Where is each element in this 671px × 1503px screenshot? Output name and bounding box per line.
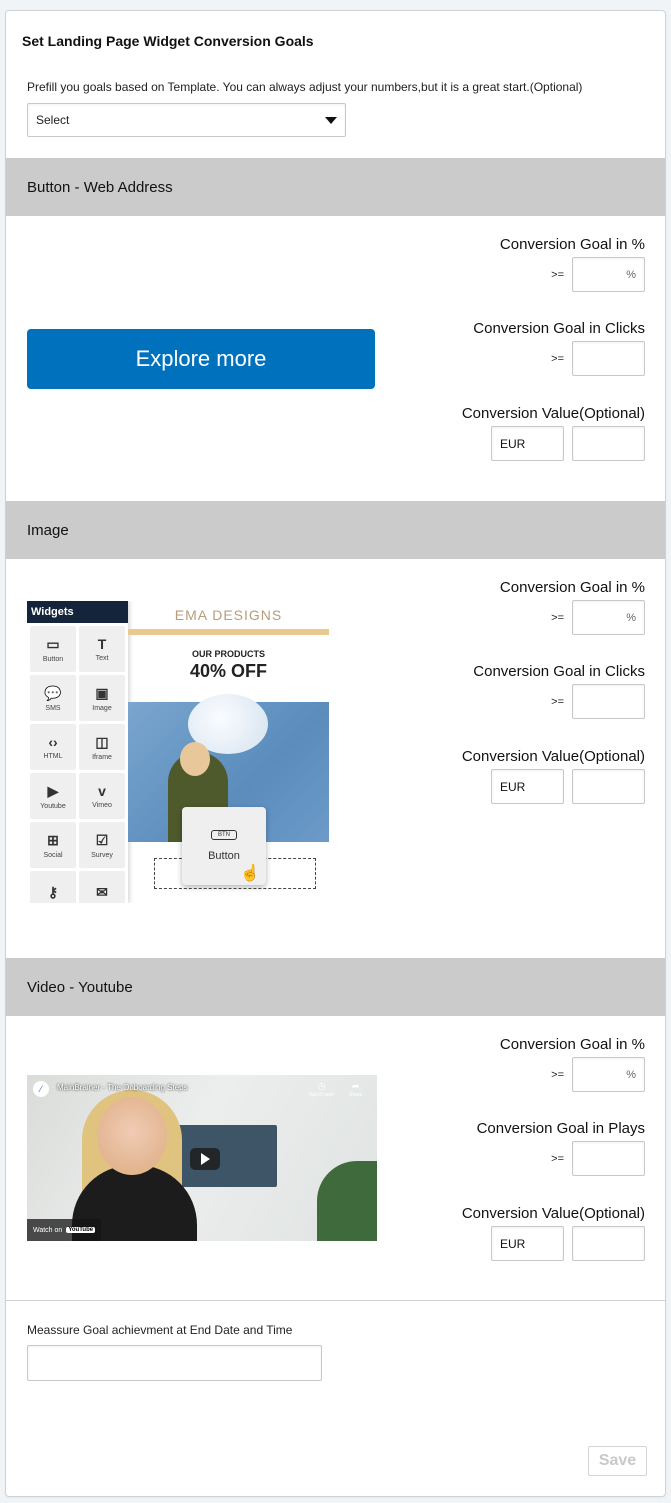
survey-icon: ☑ — [95, 831, 109, 848]
plant — [317, 1161, 377, 1241]
operator-label: >= — [551, 611, 564, 624]
section-header-video: Video - Youtube — [6, 958, 665, 1016]
image-goals — [415, 579, 645, 809]
value-row — [491, 769, 645, 804]
youtube-icon: ▶ — [47, 782, 59, 799]
iframe-icon: ◫ — [95, 733, 109, 750]
page-title: Set Landing Page Widget Conversion Goals — [22, 33, 314, 49]
mail-icon: ✉ — [96, 884, 108, 900]
percent-goal-row — [551, 600, 645, 635]
sms-icon: 💬 — [44, 684, 62, 701]
value-input[interactable] — [572, 769, 645, 804]
video-title: MainBrainer - The Onboarding Steps — [57, 1083, 188, 1092]
brand-bar — [128, 629, 329, 635]
divider — [6, 1300, 665, 1301]
section-header-button: Button - Web Address — [6, 158, 665, 216]
play-button[interactable] — [190, 1148, 220, 1170]
prefill-label: Prefill you goals based on Template. You can always adjust your numbers,but it is a great start.(Optional) — [27, 80, 583, 94]
value-label: Conversion Value(Optional) — [461, 748, 645, 765]
value-row — [491, 426, 645, 461]
value-label: Conversion Value(Optional) — [461, 1205, 645, 1222]
clicks-goal-label: Conversion Goal in Clicks — [473, 663, 645, 680]
percent-goal-row — [551, 1057, 645, 1092]
widget-image: ▣ Image — [79, 675, 125, 721]
value-row — [491, 1226, 645, 1261]
preview-headline: 40% OFF — [189, 661, 268, 681]
widget-youtube: ▶ Youtube — [30, 773, 76, 819]
hand-cursor-icon: ☝ — [240, 865, 260, 882]
operator-label: >= — [551, 268, 564, 281]
percent-suffix: % — [626, 1068, 636, 1081]
html-icon: ‹› — [48, 734, 58, 750]
watch-later-button[interactable]: ◷ Watch later — [309, 1081, 335, 1098]
percent-goal-input[interactable] — [572, 1057, 645, 1092]
percent-goal-label: Conversion Goal in % — [499, 236, 645, 253]
template-select[interactable] — [27, 103, 346, 137]
percent-goal-label: Conversion Goal in % — [499, 1036, 645, 1053]
percent-suffix: % — [626, 611, 636, 624]
widget-vimeo: v Vimeo — [79, 773, 125, 819]
share-button[interactable]: ➦ Share — [349, 1081, 363, 1098]
clicks-goal-input[interactable] — [572, 684, 645, 719]
operator-label: >= — [551, 1068, 564, 1081]
widgets-panel-title: Widgets — [27, 601, 128, 623]
widget-iframe: ◫ Iframe — [79, 724, 125, 770]
share-icon: ➦ — [351, 1081, 360, 1091]
plays-goal-label: Conversion Goal in Plays — [476, 1120, 645, 1137]
person-head — [180, 742, 210, 776]
vimeo-icon: v — [98, 783, 106, 799]
image-preview — [27, 601, 329, 903]
button-goals — [415, 236, 645, 466]
value-input[interactable] — [572, 426, 645, 461]
btn-tag: BTN — [211, 830, 237, 840]
percent-goal-label: Conversion Goal in % — [499, 579, 645, 596]
dragged-widget-label: Button — [208, 850, 240, 862]
caret-down-icon — [325, 117, 337, 124]
dragged-button-widget — [182, 807, 266, 885]
btn-icon: ▭ — [46, 635, 60, 652]
percent-suffix: % — [626, 268, 636, 281]
percent-goal-row — [551, 257, 645, 292]
currency-input[interactable]: EUR — [491, 1226, 564, 1261]
template-select-value: Select — [36, 113, 70, 127]
channel-logo-icon: ⁄ — [33, 1081, 49, 1097]
preview-subtitle: OUR PRODUCTS — [191, 649, 265, 659]
youtube-video-preview[interactable] — [27, 1075, 377, 1241]
key-icon: ⚷ — [47, 884, 59, 900]
percent-goal-input[interactable] — [572, 600, 645, 635]
widget-social: ⊞ Social — [30, 822, 76, 868]
value-label: Conversion Value(Optional) — [461, 405, 645, 422]
widgets-panel — [27, 601, 128, 903]
brand-name: EMA DESIGNS — [174, 607, 283, 623]
widget-text: T Text — [79, 626, 125, 672]
widget-html: ‹› HTML — [30, 724, 76, 770]
clicks-goal-row — [551, 341, 645, 376]
percent-goal-input[interactable] — [572, 257, 645, 292]
widget-sms: 💬 SMS — [30, 675, 76, 721]
social-icon: ⊞ — [47, 831, 59, 848]
clicks-goal-row — [551, 684, 645, 719]
operator-label: >= — [551, 352, 564, 365]
clock-icon: ◷ — [317, 1081, 326, 1091]
widget-unknown — [30, 871, 76, 903]
end-date-input[interactable] — [27, 1345, 322, 1381]
presenter-face — [97, 1097, 167, 1175]
widget-email — [79, 871, 125, 903]
end-date-label: Meassure Goal achievment at End Date and Time — [27, 1323, 293, 1337]
video-goals — [415, 1036, 645, 1266]
watch-on-youtube[interactable]: Watch on YouTube — [27, 1219, 101, 1241]
clicks-goal-input[interactable] — [572, 341, 645, 376]
conversion-goals-card — [5, 10, 666, 1497]
plays-goal-row — [551, 1141, 645, 1176]
section-header-image: Image — [6, 501, 665, 559]
text-icon: T — [97, 636, 107, 652]
landing-preview — [128, 601, 329, 903]
plays-goal-input[interactable] — [572, 1141, 645, 1176]
operator-label: >= — [551, 1152, 564, 1165]
operator-label: >= — [551, 695, 564, 708]
widget-survey: ☑ Survey — [79, 822, 125, 868]
youtube-logo-icon: YouTube — [68, 1227, 94, 1233]
save-button[interactable]: Save — [588, 1446, 647, 1476]
currency-input[interactable]: EUR — [491, 426, 564, 461]
currency-input[interactable]: EUR — [491, 769, 564, 804]
value-input[interactable] — [572, 1226, 645, 1261]
clicks-goal-label: Conversion Goal in Clicks — [473, 320, 645, 337]
widget-button: ▭ Button — [30, 626, 76, 672]
image-icon: ▣ — [95, 684, 109, 701]
explore-more-button-preview: Explore more — [27, 329, 375, 389]
